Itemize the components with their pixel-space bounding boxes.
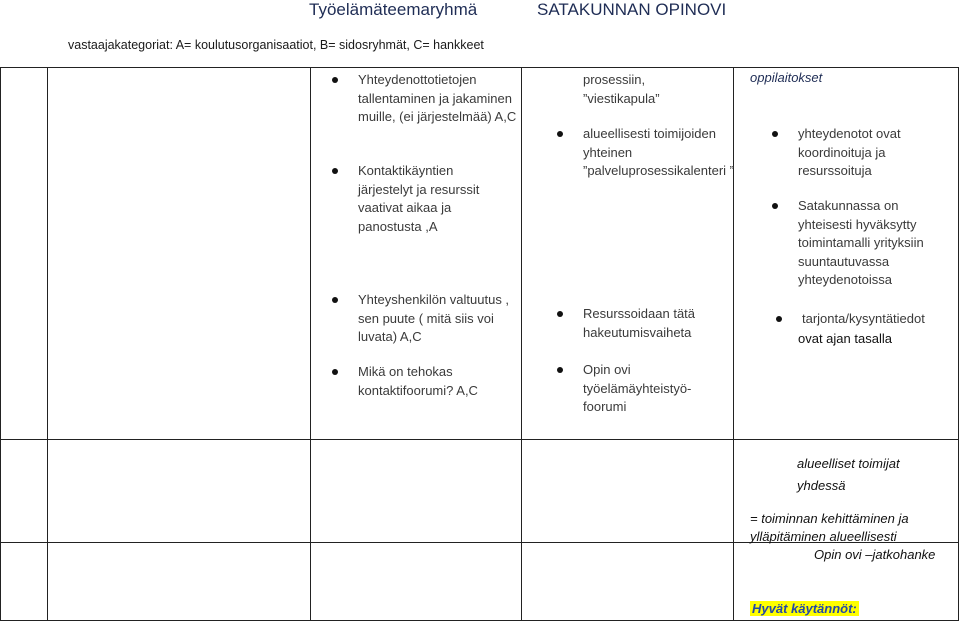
header-left-title: Työelämäteemaryhmä xyxy=(309,0,478,19)
col4-regional-2: yhdessä xyxy=(797,478,846,493)
col4-bullet-1: yhteydenotot ovat koordinoituja ja resurssoituja xyxy=(798,125,948,181)
col2-bullet-3: Yhteyshenkilön valtuutus , sen puute ( mitä siis voi luvata) A,C xyxy=(358,291,533,347)
col4-eq-1: = toiminnan kehittäminen ja xyxy=(750,511,909,526)
col2-bullet-4: Mikä on tehokas kontaktifoorumi? A,C xyxy=(358,363,478,400)
col4-regional-1: alueelliset toimijat xyxy=(797,456,900,471)
col4-bullet-3b: ovat ajan tasalla xyxy=(798,331,892,346)
col3-bullet-1: alueellisesti toimijoiden yhteinen ”palveluprosessikalenteri ” xyxy=(583,125,743,181)
col3-bullet-2: Resurssoidaan tätä hakeutumisvaiheta xyxy=(583,305,733,342)
col3-intro: prosessiin, ”viestikapula” xyxy=(583,72,660,106)
col4-bullet-3a: tarjonta/kysyntätiedot xyxy=(802,310,952,329)
col2-bullet-1: Yhteydenottotietojen tallentaminen ja jakaminen muille, (ei järjestelmää) A,C xyxy=(358,71,523,127)
good-practices-label xyxy=(750,600,859,619)
categories-line: vastaajakategoriat: A= koulutusorganisaatiot, B= sidosryhmät, C= hankkeet xyxy=(68,38,484,52)
col3-bullet-3: Opin ovi työelämäyhteistyö- foorumi xyxy=(583,361,713,417)
good-practices-highlight: Hyvät käytännöt: xyxy=(752,601,857,616)
header-right-title: SATAKUNNAN OPINOVI xyxy=(537,0,727,19)
col4-intro: oppilaitokset xyxy=(750,70,823,85)
col4-eq-3: Opin ovi –jatkohanke xyxy=(814,547,936,562)
col4-bullet-2: Satakunnassa on yhteisesti hyväksytty toimintamalli yrityksiin suuntautuvassa yhteydenotoissa xyxy=(798,197,948,290)
col2-bullet-2: Kontaktikäyntien järjestelyt ja resurssit vaativat aikaa ja panostusta ,A xyxy=(358,162,498,236)
col4-eq-2: ylläpitäminen alueellisesti xyxy=(750,529,897,544)
